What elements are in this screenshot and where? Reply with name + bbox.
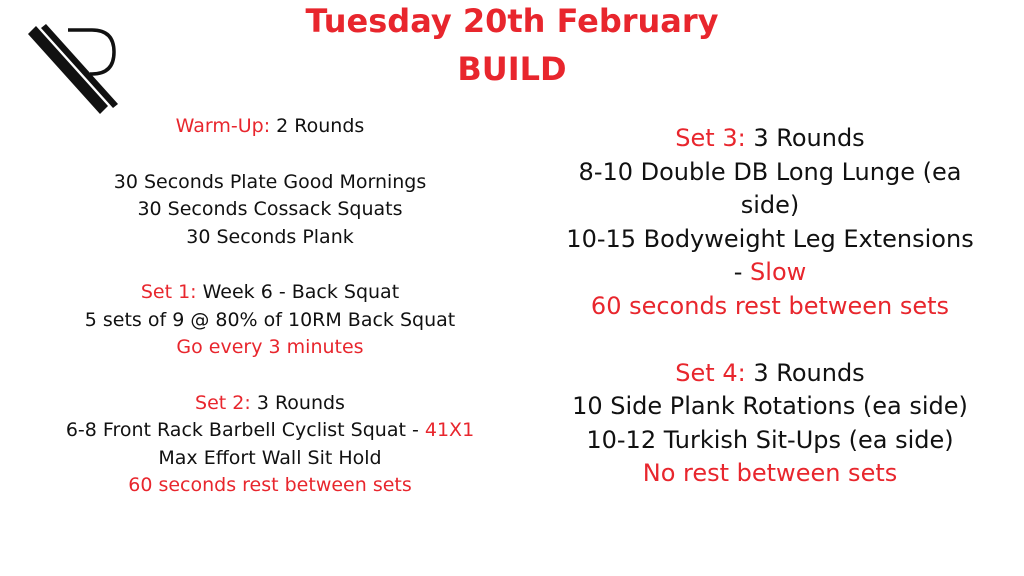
set3-header xyxy=(520,122,1020,156)
set3-slow: Slow xyxy=(750,258,807,286)
set1-line: 5 sets of 9 @ 80% of 10RM Back Squat xyxy=(84,308,456,331)
set2-exercise: 6-8 Front Rack Barbell Cyclist Squat - xyxy=(65,419,419,441)
workout-type-title: BUILD xyxy=(457,50,567,88)
set3-rest: 60 seconds rest between sets xyxy=(590,291,950,320)
set4-rest: No rest between sets xyxy=(642,459,898,487)
set3-line2: 10-15 Bodyweight Leg Extensions xyxy=(566,224,974,253)
set4-rounds: 3 Rounds xyxy=(753,358,865,387)
set2-rest: 60 seconds rest between sets xyxy=(128,474,412,496)
set2-tempo: 41X1 xyxy=(424,419,475,441)
set4-header xyxy=(520,357,1020,391)
warmup-item: 30 Seconds Plank xyxy=(186,225,354,248)
set3-dash: - xyxy=(733,258,743,286)
set4-line1: 10 Side Plank Rotations (ea side) xyxy=(572,392,968,420)
set1-title: Week 6 - Back Squat xyxy=(202,281,400,303)
set1-label: Set 1: xyxy=(140,281,197,303)
set3-line1b: side) xyxy=(740,191,800,219)
set3-rounds: 3 Rounds xyxy=(753,124,865,152)
warmup-rounds: 2 Rounds xyxy=(276,115,365,137)
set3-line3 xyxy=(520,256,1020,290)
set1-header xyxy=(40,279,500,307)
set2-label: Set 2: xyxy=(195,391,251,414)
set3-line1a: 8-10 Double DB Long Lunge (ea xyxy=(578,157,962,186)
set4-label: Set 4: xyxy=(675,358,746,387)
warmup-item: 30 Seconds Plate Good Mornings xyxy=(113,170,427,193)
warmup-label: Warm-Up: xyxy=(175,115,271,137)
set2-line1 xyxy=(40,417,500,445)
set1-note: Go every 3 minutes xyxy=(176,336,364,358)
warmup-header xyxy=(40,113,500,141)
set2-line2: Max Effort Wall Sit Hold xyxy=(158,446,382,469)
set4-line2: 10-12 Turkish Sit-Ups (ea side) xyxy=(586,425,954,454)
left-column xyxy=(40,113,500,500)
set2-rounds: 3 Rounds xyxy=(256,391,345,414)
workout-date-title: Tuesday 20th February xyxy=(305,2,719,40)
set3-label: Set 3: xyxy=(675,124,746,152)
warmup-item: 30 Seconds Cossack Squats xyxy=(137,198,403,220)
set2-header xyxy=(40,390,500,418)
right-column xyxy=(520,122,1020,491)
